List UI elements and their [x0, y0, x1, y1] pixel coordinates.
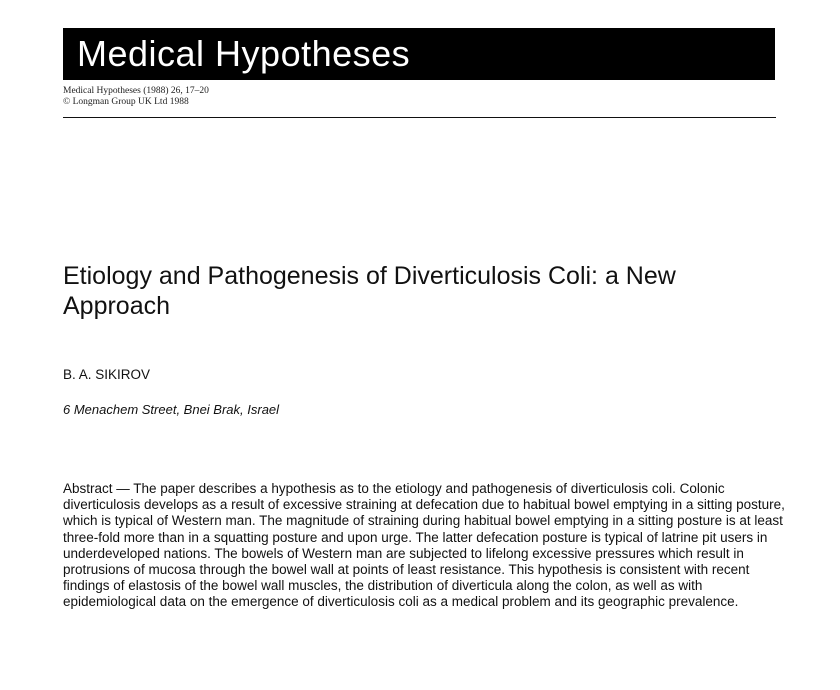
citation-block — [63, 86, 209, 108]
header-divider — [63, 117, 776, 118]
article-author: B. A. SIKIROV — [63, 367, 151, 382]
article-abstract: Abstract — The paper describes a hypothesis as to the etiology and pathogenesis of diverticulosis coli. Colonic diverticulosis develops as a result of excessive straining at defecation due to habitual bowel emptying in a sitting posture, which is typical of Western man. The magnitude of straining during habitual bowel emptying in a sitting posture is at least three-fold more than in a squatting posture and upon urge. The latter defecation posture is typical of latrine pit users in underdeveloped nations. The bowels of Western man are subjected to lifelong excessive pressures which result in protrusions of mucosa through the bowel wall at points of least resistance. This hypothesis is consistent with recent findings of elastosis of the bowel wall muscles, the distribution of diverticula along the colon, as well as with epidemiological data on the emergence of diverticulosis coli as a medical problem and its geographic prevalence. — [63, 481, 785, 610]
article-title: Etiology and Pathogenesis of Diverticulosis Coli: a New Approach — [63, 262, 676, 320]
author-affiliation: 6 Menachem Street, Bnei Brak, Israel — [63, 402, 280, 417]
journal-banner — [63, 28, 775, 80]
copyright-line: © Longman Group UK Ltd 1988 — [63, 97, 189, 107]
journal-name: Medical Hypotheses — [77, 33, 411, 74]
citation-line: Medical Hypotheses (1988) 26, 17–20 — [63, 86, 209, 96]
